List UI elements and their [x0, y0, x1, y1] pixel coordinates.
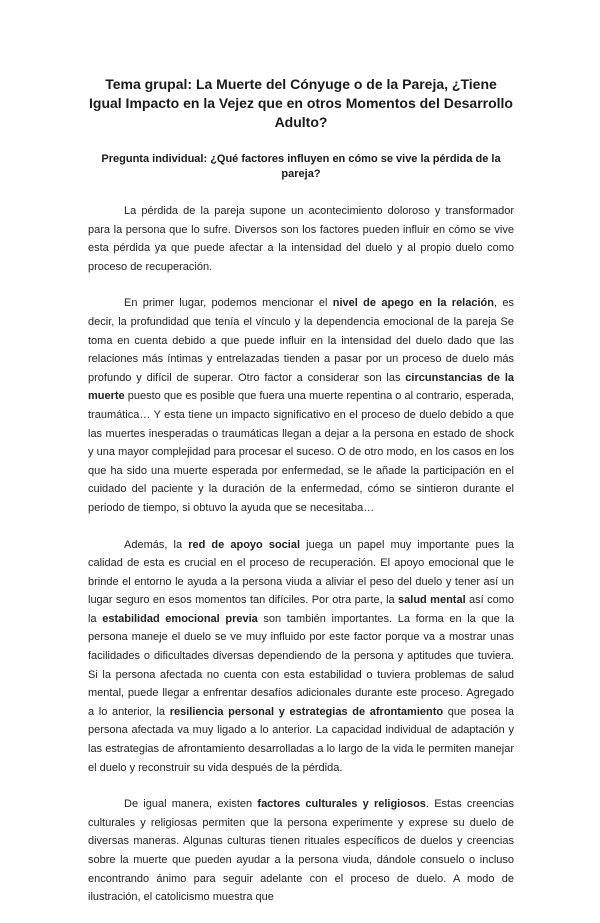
bold-term: estabilidad emocional previa	[102, 612, 258, 625]
paragraph-text: En primer lugar, podemos mencionar el	[124, 297, 333, 310]
paragraph-text: son también importantes. La forma en la que la persona maneje el duelo se ve muy influido por este factor porque va a mostrar unas facilidades o dificultades diversas dependiendo de la persona y aptitudes que tuviera. Si la persona afectada no cuenta con esta estabilidad o tuviera problemas de salud mental, puede llegar a enfrentar desafíos adicionales durante este proceso. Agregado a lo anterior, la	[88, 612, 514, 718]
paragraph-text: puesto que es posible que fuera una muerte repentina o al contrario, esperada, traumática… Y esta tiene un impacto significativo en el proceso de duelo debido a que las muertes inesperadas o traumáticas llegan a dejar a la persona en estado de shock y una mayor complejidad para procesar el suceso. O de otro modo, en los casos en los que ha sido una muerte esperada por enfermedad, se le añade la participación en el cuidado del paciente y la duración de la enfermedad, cómo se sintieron durante el periodo de tiempo, si obtuvo la ayuda que se necesitaba…	[88, 390, 514, 514]
paragraph-introduction	[88, 202, 514, 276]
paragraph-text: , es decir, la profundidad que tenía el vínculo y la dependencia emocional de la pareja Se toma en cuenta debido a que puede influir en la intensidad del duelo dado que las relaciones más íntimas y entrelazadas tienden a pasar por un proceso de duelo más profundo y difícil de superar. Otro factor a considerar son las	[88, 297, 515, 384]
paragraph-text: así como la	[88, 594, 515, 625]
paragraph-text: que posea la persona afectada va muy ligado a lo anterior. La capacidad individual de adaptación y las estrategias de afrontamiento desarrolladas a lo largo de la vida le permiten manejar el duelo y reconstruir su vida después de la pérdida.	[88, 705, 514, 774]
bold-term: resiliencia personal y estrategias de afrontamiento	[169, 705, 444, 718]
document-title: Tema grupal: La Muerte del Cónyuge o de la Pareja, ¿Tiene Igual Impacto en la Vejez que en otros Momentos del Desarrollo Adulto?	[89, 76, 513, 130]
bold-term: factores culturales y religiosos	[257, 798, 426, 811]
individual-question: Pregunta individual: ¿Qué factores influyen en cómo se vive la pérdida de la pareja?	[101, 153, 501, 180]
paragraph-text: Además, la	[124, 538, 189, 551]
paragraph-attachment-circumstances	[88, 294, 514, 517]
paragraph-social-support	[88, 536, 514, 778]
bold-term: nivel de apego en la relación	[332, 297, 494, 310]
bold-term: salud mental	[398, 594, 466, 607]
bold-term: red de apoyo social	[188, 538, 301, 551]
paragraph-text: . Estas creencias culturales y religiosas permiten que la persona experimente y exprese su duelo de diversas maneras. Algunas culturas tienen rituales específicos de duelos y creencias sobre la muerte que pueden ayudar a la persona viuda, dándole consuelo o incluso encontrando ánimo para seguir adelante con el proceso de duelo. A modo de ilustración, el catolicismo muestra que	[88, 798, 515, 904]
document-page	[0, 75, 600, 923]
paragraph-text: juega un papel muy importante pues la calidad de esta es crucial en el proceso de recuperación. El apoyo emocional que le brinde el entorno le ayuda a la persona viuda a aliviar el peso del duelo y tener así un lugar seguro en esos momentos tan difíciles. Por otra parte, la	[88, 538, 515, 607]
paragraph-text: La pérdida de la pareja supone un acontecimiento doloroso y transformador para la persona que lo sufre. Diversos son los factores pueden influir en cómo se vive esta pérdida ya que puede afectar a la intensidad del duelo y al propio duelo como proceso de recuperación.	[88, 205, 514, 273]
paragraph-text: De igual manera, existen	[124, 798, 258, 811]
paragraph-cultural-religious	[88, 795, 514, 907]
bold-term: circunstancias de la muerte	[88, 371, 514, 403]
